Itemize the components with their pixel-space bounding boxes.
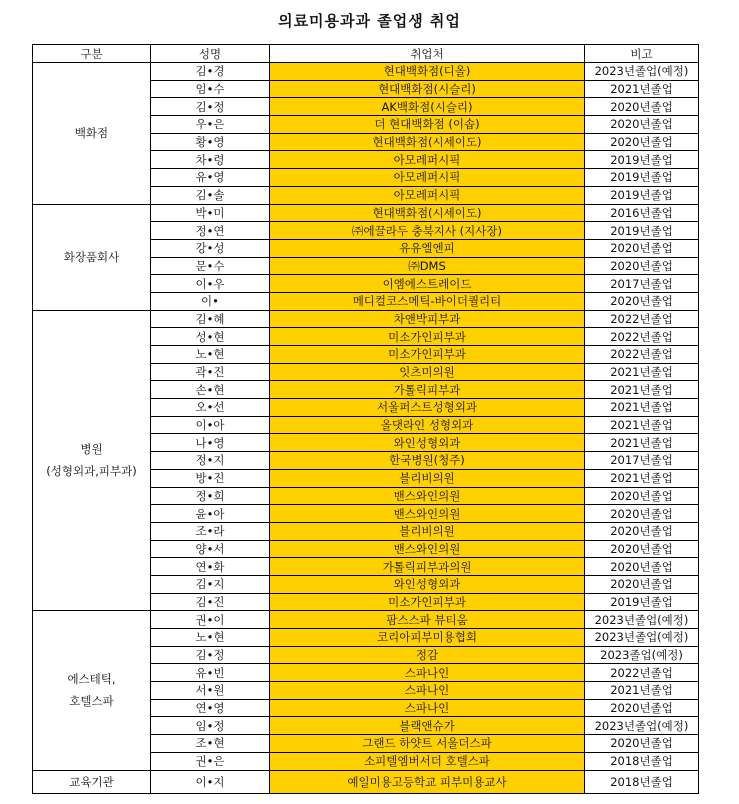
employer-cell: 더 현대백화점 (이솝) — [270, 116, 585, 134]
note-cell: 2019년졸업 — [585, 169, 699, 187]
note-cell: 2021년졸업 — [585, 363, 699, 381]
employer-cell: 스파나인 — [270, 664, 585, 682]
note-cell: 2021년졸업 — [585, 416, 699, 434]
note-cell: 2020년졸업 — [585, 257, 699, 275]
employer-cell: 와인성형외과 — [270, 434, 585, 452]
name-cell: 양•서 — [151, 540, 270, 558]
name-cell: 서•원 — [151, 682, 270, 700]
note-cell: 2020년졸업 — [585, 522, 699, 540]
note-cell: 2017년졸업 — [585, 452, 699, 470]
note-cell: 2020년졸업 — [585, 699, 699, 717]
employer-cell: 잇츠미의원 — [270, 363, 585, 381]
employer-cell: 현대백화점(디올) — [270, 63, 585, 81]
category-label: 교육기관 — [69, 774, 114, 789]
employer-cell: 밴스와인의원 — [270, 505, 585, 523]
employer-cell: 이엠에스트레이드 — [270, 275, 585, 293]
name-cell: 김•지 — [151, 575, 270, 593]
employment-table — [32, 44, 699, 794]
category-label: 백화점 — [74, 126, 109, 141]
note-cell: 2022년졸업 — [585, 346, 699, 364]
category-label: 화장품회사 — [63, 250, 120, 265]
table-body — [33, 63, 699, 794]
note-cell: 2019년졸업 — [585, 151, 699, 169]
category-label: (성형외과,피부과) — [46, 464, 137, 479]
note-cell: 2018년졸업 — [585, 752, 699, 770]
category-cell — [33, 611, 151, 770]
employer-cell: ㈜에끌라두 충북지사 (지사장) — [270, 222, 585, 240]
note-cell: 2020년졸업 — [585, 116, 699, 134]
employer-cell: 올댓라인 성형외과 — [270, 416, 585, 434]
note-cell: 2019년졸업 — [585, 593, 699, 611]
name-cell: 권•이 — [151, 611, 270, 629]
employer-cell: 가톨릭피부과 — [270, 381, 585, 399]
name-cell: 정•희 — [151, 487, 270, 505]
note-cell: 2020년졸업 — [585, 558, 699, 576]
name-cell: 방•진 — [151, 469, 270, 487]
name-cell: 김•정 — [151, 646, 270, 664]
name-cell: 조•라 — [151, 522, 270, 540]
employer-cell: ㈜DMS — [270, 257, 585, 275]
employer-cell: 소피텔엠버서더 호텔스파 — [270, 752, 585, 770]
name-cell: 노•현 — [151, 629, 270, 647]
name-cell: 황•영 — [151, 133, 270, 151]
note-cell: 2020년졸업 — [585, 540, 699, 558]
name-cell: 김•혜 — [151, 310, 270, 328]
name-cell: 윤•아 — [151, 505, 270, 523]
page-title: 의료미용과과 졸업생 취업 — [278, 12, 461, 30]
note-cell: 2020년졸업 — [585, 133, 699, 151]
name-cell: 연•화 — [151, 558, 270, 576]
name-cell: 임•수 — [151, 80, 270, 98]
note-cell: 2023년졸업(예정) — [585, 629, 699, 647]
note-cell: 2020년졸업 — [585, 505, 699, 523]
table-row — [33, 63, 699, 81]
table-row — [33, 310, 699, 328]
name-cell: 문•수 — [151, 257, 270, 275]
employer-cell: 스파나인 — [270, 682, 585, 700]
category-label: 에스테틱, — [67, 672, 116, 687]
employer-cell: 와인성형외과 — [270, 575, 585, 593]
note-cell: 2021년졸업 — [585, 434, 699, 452]
header-employer: 취업처 — [270, 45, 585, 63]
employer-cell: AK백화점(시슬리) — [270, 98, 585, 116]
name-cell: 연•영 — [151, 699, 270, 717]
category-cell — [33, 204, 151, 310]
note-cell: 2021년졸업 — [585, 80, 699, 98]
name-cell: 김•진 — [151, 593, 270, 611]
employer-cell: 블리비의원 — [270, 469, 585, 487]
category-label: 호텔스파 — [69, 694, 114, 709]
note-cell: 2020년졸업 — [585, 292, 699, 310]
name-cell: 박•미 — [151, 204, 270, 222]
note-cell: 2022년졸업 — [585, 664, 699, 682]
employer-cell: 예일미용고등학교 피부미용교사 — [270, 770, 585, 793]
employer-cell: 아모레퍼시픽 — [270, 186, 585, 204]
employer-cell: 정감 — [270, 646, 585, 664]
note-cell: 2016년졸업 — [585, 204, 699, 222]
note-cell: 2023년졸업(예정) — [585, 717, 699, 735]
employer-cell: 밴스와인의원 — [270, 540, 585, 558]
category-cell — [33, 310, 151, 611]
header-category: 구분 — [33, 45, 151, 63]
category-cell — [33, 770, 151, 793]
header-note: 비고 — [585, 45, 699, 63]
name-cell: 이• — [151, 292, 270, 310]
name-cell: 차•령 — [151, 151, 270, 169]
table-row — [33, 770, 699, 793]
note-cell: 2023년졸업(예정) — [585, 611, 699, 629]
name-cell: 노•현 — [151, 346, 270, 364]
employer-cell: 차앤박피부과 — [270, 310, 585, 328]
name-cell: 우•은 — [151, 116, 270, 134]
employer-cell: 그랜드 하얏트 서울더스파 — [270, 735, 585, 753]
note-cell: 2017년졸업 — [585, 275, 699, 293]
name-cell: 조•현 — [151, 735, 270, 753]
employer-cell: 스파나인 — [270, 699, 585, 717]
note-cell: 2020년졸업 — [585, 239, 699, 257]
note-cell: 2020년졸업 — [585, 735, 699, 753]
table-row — [33, 204, 699, 222]
note-cell: 2021년졸업 — [585, 381, 699, 399]
name-cell: 손•현 — [151, 381, 270, 399]
table-row — [33, 611, 699, 629]
name-cell: 곽•진 — [151, 363, 270, 381]
name-cell: 김•경 — [151, 63, 270, 81]
note-cell: 2019년졸업 — [585, 222, 699, 240]
name-cell: 유•빈 — [151, 664, 270, 682]
name-cell: 임•정 — [151, 717, 270, 735]
employer-cell: 현대백화점(시슬리) — [270, 80, 585, 98]
employer-cell: 아모레퍼시픽 — [270, 151, 585, 169]
note-cell: 2023년졸업(예정) — [585, 63, 699, 81]
note-cell: 2021년졸업 — [585, 399, 699, 417]
employer-cell: 서울퍼스트성형외과 — [270, 399, 585, 417]
note-cell: 2022년졸업 — [585, 310, 699, 328]
note-cell: 2019년졸업 — [585, 186, 699, 204]
category-label: 병원 — [80, 442, 103, 457]
name-cell: 김•정 — [151, 98, 270, 116]
note-cell: 2023졸업(예정) — [585, 646, 699, 664]
name-cell: 정•연 — [151, 222, 270, 240]
note-cell: 2018년졸업 — [585, 770, 699, 793]
employer-cell: 가톨릭피부과의원 — [270, 558, 585, 576]
employer-cell: 밴스와인의원 — [270, 487, 585, 505]
header-row — [33, 45, 699, 63]
employer-cell: 유유엘엔피 — [270, 239, 585, 257]
employer-cell: 미소가인피부과 — [270, 346, 585, 364]
employer-cell: 코리아피부미용협회 — [270, 629, 585, 647]
note-cell: 2020년졸업 — [585, 575, 699, 593]
employer-cell: 미소가인피부과 — [270, 328, 585, 346]
name-cell: 이•지 — [151, 770, 270, 793]
employer-cell: 블랙앤슈가 — [270, 717, 585, 735]
name-cell: 정•지 — [151, 452, 270, 470]
name-cell: 성•현 — [151, 328, 270, 346]
name-cell: 이•우 — [151, 275, 270, 293]
name-cell: 오•선 — [151, 399, 270, 417]
name-cell: 강•성 — [151, 239, 270, 257]
employer-cell: 아모레퍼시픽 — [270, 169, 585, 187]
name-cell: 유•영 — [151, 169, 270, 187]
name-cell: 권•은 — [151, 752, 270, 770]
employer-cell: 미소가인피부과 — [270, 593, 585, 611]
employer-cell: 메디컬코스메틱-바이더퀄리티 — [270, 292, 585, 310]
employer-cell: 현대백화점(시세이도) — [270, 133, 585, 151]
name-cell: 김•솔 — [151, 186, 270, 204]
name-cell: 이•아 — [151, 416, 270, 434]
employer-cell: 팜스스파 뷰티움 — [270, 611, 585, 629]
header-name: 성명 — [151, 45, 270, 63]
note-cell: 2020년졸업 — [585, 98, 699, 116]
note-cell: 2020년졸업 — [585, 487, 699, 505]
note-cell: 2022년졸업 — [585, 328, 699, 346]
note-cell: 2021년졸업 — [585, 469, 699, 487]
employer-cell: 현대백화점(시세이도) — [270, 204, 585, 222]
note-cell: 2021년졸업 — [585, 682, 699, 700]
employer-cell: 한국병원(청주) — [270, 452, 585, 470]
category-cell — [33, 63, 151, 205]
name-cell: 나•영 — [151, 434, 270, 452]
employer-cell: 블리비의원 — [270, 522, 585, 540]
